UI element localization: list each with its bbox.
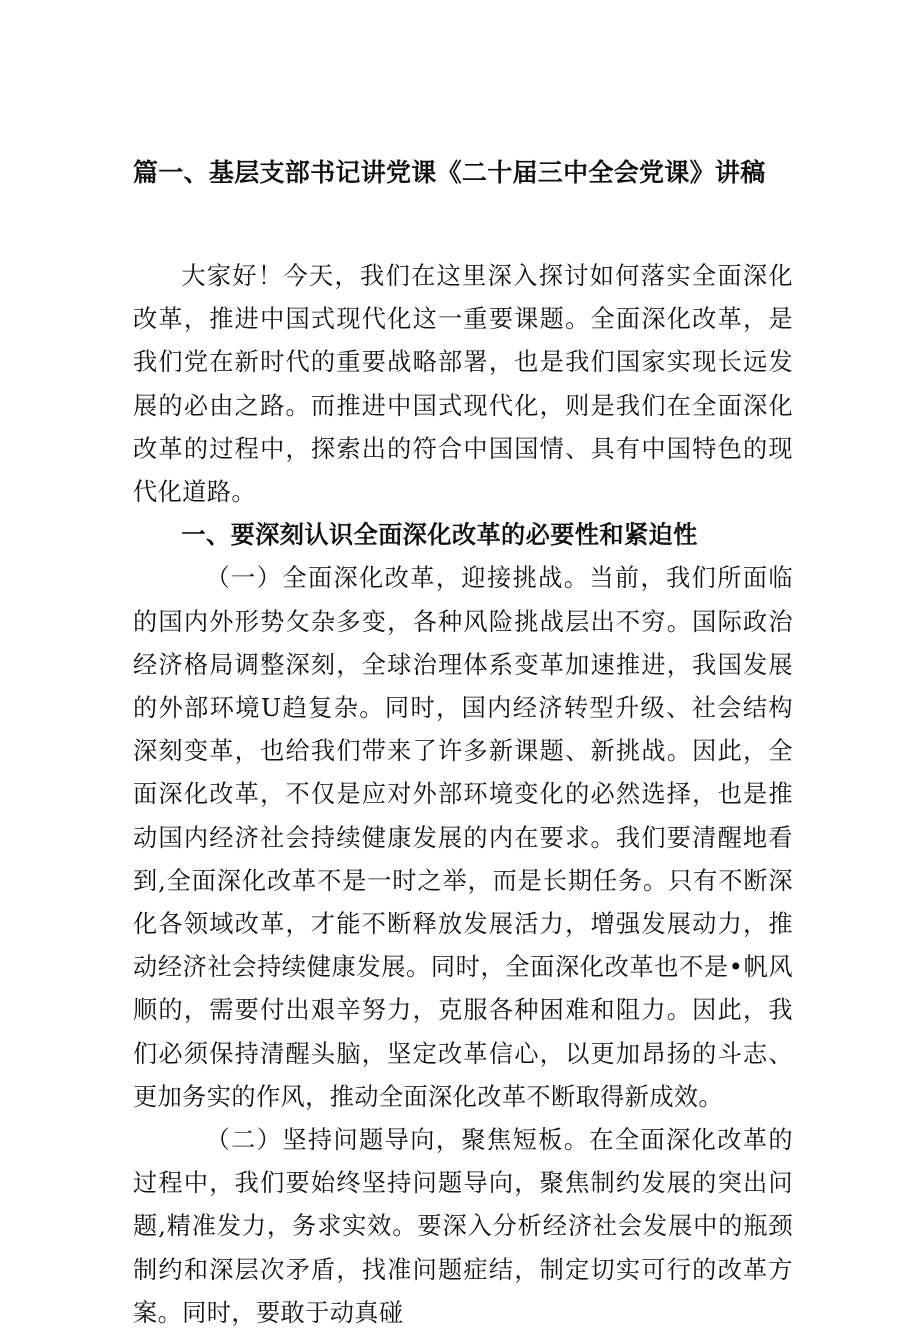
section-heading-1: 一、要深刻认识全面深化改革的必要性和紧迫性 bbox=[181, 521, 698, 550]
document-title: 篇一、基层支部书记讲党课《二十届三中全会党课》讲稿 bbox=[133, 158, 766, 187]
paragraph-subsection-1: （一）全面深化改革，迎接挑战。当前，我们所面临的国内外形势攵杂多变，各种风险挑战层出不穷。国际政治经济格局调整深刻，全球治理体系变革加速推进，我国发展的外部环境U趋复杂。同时，国内经济转型升级、社会结构深刻变革，也给我们带来了许多新课题、新挑战。因此，全面深化改革，不仅是应对外部环境变化的必然选择，也是推动国内经济社会持续健康发展的内在要求。我们要清醒地看到,全面深化改革不是一时之举，而是长期任务。只有不断深化各领域改革，才能不断释放发展活力，增强发展动力，推动经济社会持续健康发展。同时，全面深化改革也不是•帆风顺的，需要付出艰辛努力，克服各种困难和阻力。因此，我们必须保持清醒头脑，坚定改革信心，以更加昂扬的斗志、更加务实的作风，推动全面深化改革不断取得新成效。 bbox=[133, 564, 793, 1111]
paragraph-subsection-2: （二）坚持问题导向，聚焦短板。在全面深化改革的过程中，我们要始终坚持问题导向，聚焦制约发展的突出问题,精准发力，务求实效。要深入分析经济社会发展中的瓶颈制约和深层次矛盾，找准问题症结，制定切实可行的改革方案。同时，要敢于动真碰 bbox=[133, 1126, 793, 1327]
document-body bbox=[133, 255, 793, 1335]
paragraph-intro: 大家好！今天，我们在这里深入探讨如何落实全面深化改革，推进中国式现代化这一重要课题。全面深化改革，是我们党在新时代的重要战略部署，也是我们国家实现长远发展的必由之路。而推进中国式现代化，则是我们在全面深化改革的过程中，探索出的符合中国国情、具有中国特色的现代化道路。 bbox=[133, 262, 793, 507]
